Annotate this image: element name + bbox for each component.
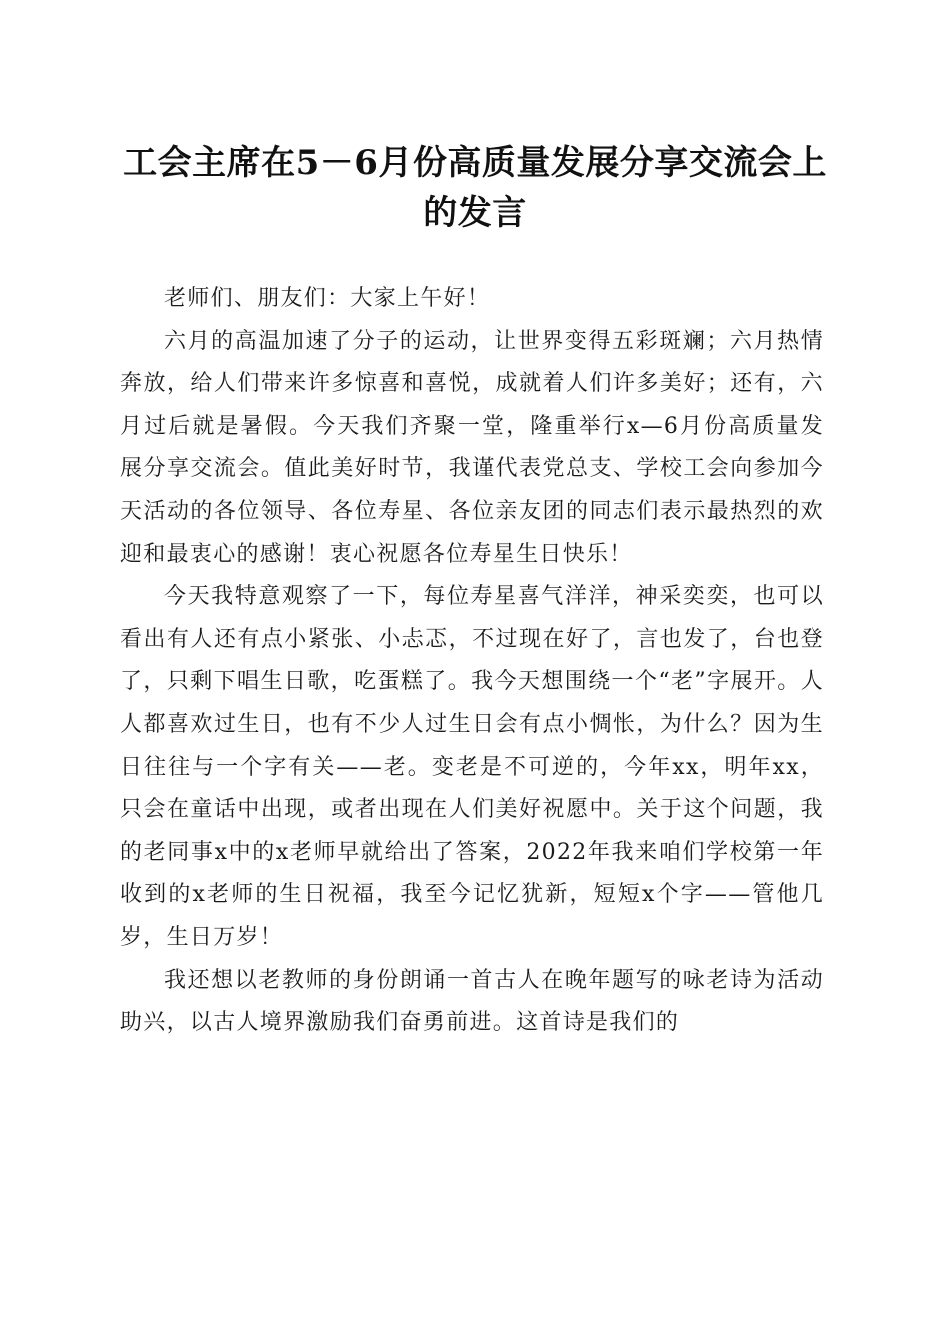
document-body [120, 278, 824, 1045]
paragraph-greeting: 老师们、朋友们：大家上午好！ [164, 286, 491, 311]
paragraph-poem-intro: 我还想以老教师的身份朗诵一首古人在晚年题写的咏老诗为活动助兴，以古人境界激励我们奋勇前进。这首诗是我们的 [120, 967, 824, 1036]
paragraph-birthday-old: 今天我特意观察了一下，每位寿星喜气洋洋，神采奕奕，也可以看出有人还有点小紧张、小忐忑，不过现在好了，言也发了，台也登了，只剩下唱生日歌，吃蛋糕了。我今天想围绕一个“老”字展开。人人都喜欢过生日，也有不少人过生日会有点小惆怅，为什么？因为生日往往与一个字有关——老。变老是不可逆的，今年xx，明年xx，只会在童话中出现，或者出现在人们美好祝愿中。关于这个问题，我的老同事x中的x老师早就给出了答案，2022年我来咱们学校第一年收到的x老师的生日祝福，我至今记忆犹新，短短x个字——管他几岁，生日万岁！ [120, 584, 824, 950]
document-title: 工会主席在5－6月份高质量发展分享交流会上的发言 [123, 143, 827, 233]
paragraph-june-welcome: 六月的高温加速了分子的运动，让世界变得五彩斑斓；六月热情奔放，给人们带来许多惊喜和喜悦，成就着人们许多美好；还有，六月过后就是暑假。今天我们齐聚一堂，隆重举行x—6月份高质量发展分享交流会。值此美好时节，我谨代表党总支、学校工会向参加今天活动的各位领导、各位寿星、各位亲友团的同志们表示最热烈的欢迎和最衷心的感谢！衷心祝愿各位寿星生日快乐！ [120, 328, 824, 567]
